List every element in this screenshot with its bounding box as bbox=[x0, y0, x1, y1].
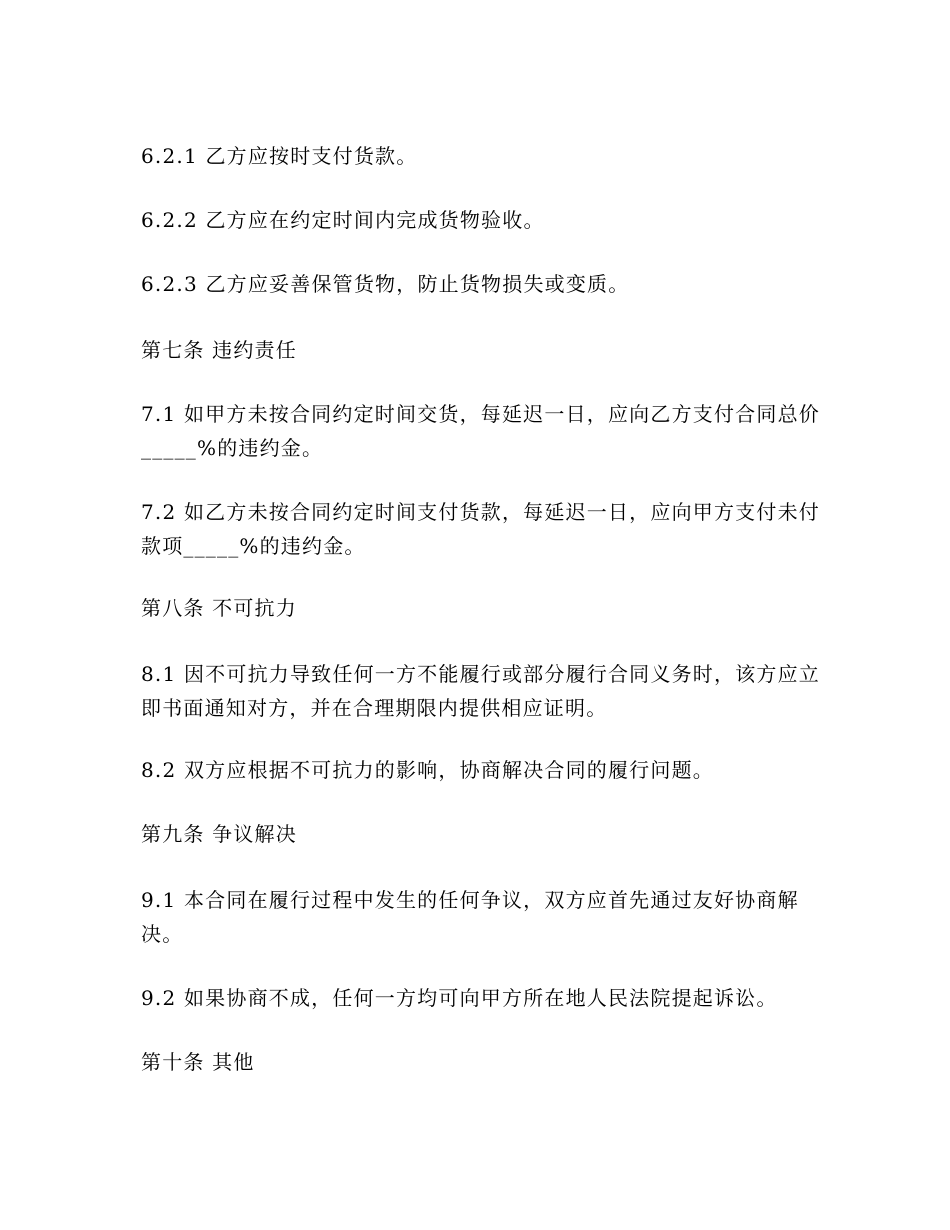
article-10-heading: 第十条 其他 bbox=[141, 1050, 255, 1074]
clause-7-1: 7.1 如甲方未按合同约定时间交货，每延迟一日，应向乙方支付合同总价_____%的违约金。 bbox=[141, 402, 820, 460]
clause-6-2-1: 6.2.1 乙方应按时支付货款。 bbox=[141, 144, 418, 168]
article-7-heading: 第七条 违约责任 bbox=[141, 338, 297, 362]
article-8-heading: 第八条 不可抗力 bbox=[141, 596, 297, 620]
clause-7-2: 7.2 如乙方未按合同约定时间支付货款，每延迟一日，应向甲方支付未付款项_____%的违约金。 bbox=[141, 500, 820, 558]
clause-9-2: 9.2 如果协商不成，任何一方均可向甲方所在地人民法院提起诉讼。 bbox=[141, 986, 778, 1010]
clause-6-2-2: 6.2.2 乙方应在约定时间内完成货物验收。 bbox=[141, 208, 545, 232]
article-9-heading: 第九条 争议解决 bbox=[141, 822, 297, 846]
clause-8-2: 8.2 双方应根据不可抗力的影响，协商解决合同的履行问题。 bbox=[141, 758, 714, 782]
clause-9-1: 9.1 本合同在履行过程中发生的任何争议，双方应首先通过友好协商解决。 bbox=[141, 888, 799, 946]
clause-8-1: 8.1 因不可抗力导致任何一方不能履行或部分履行合同义务时，该方应立即书面通知对方，并在合理期限内提供相应证明。 bbox=[141, 662, 820, 720]
clause-6-2-3: 6.2.3 乙方应妥善保管货物，防止货物损失或变质。 bbox=[141, 272, 630, 296]
